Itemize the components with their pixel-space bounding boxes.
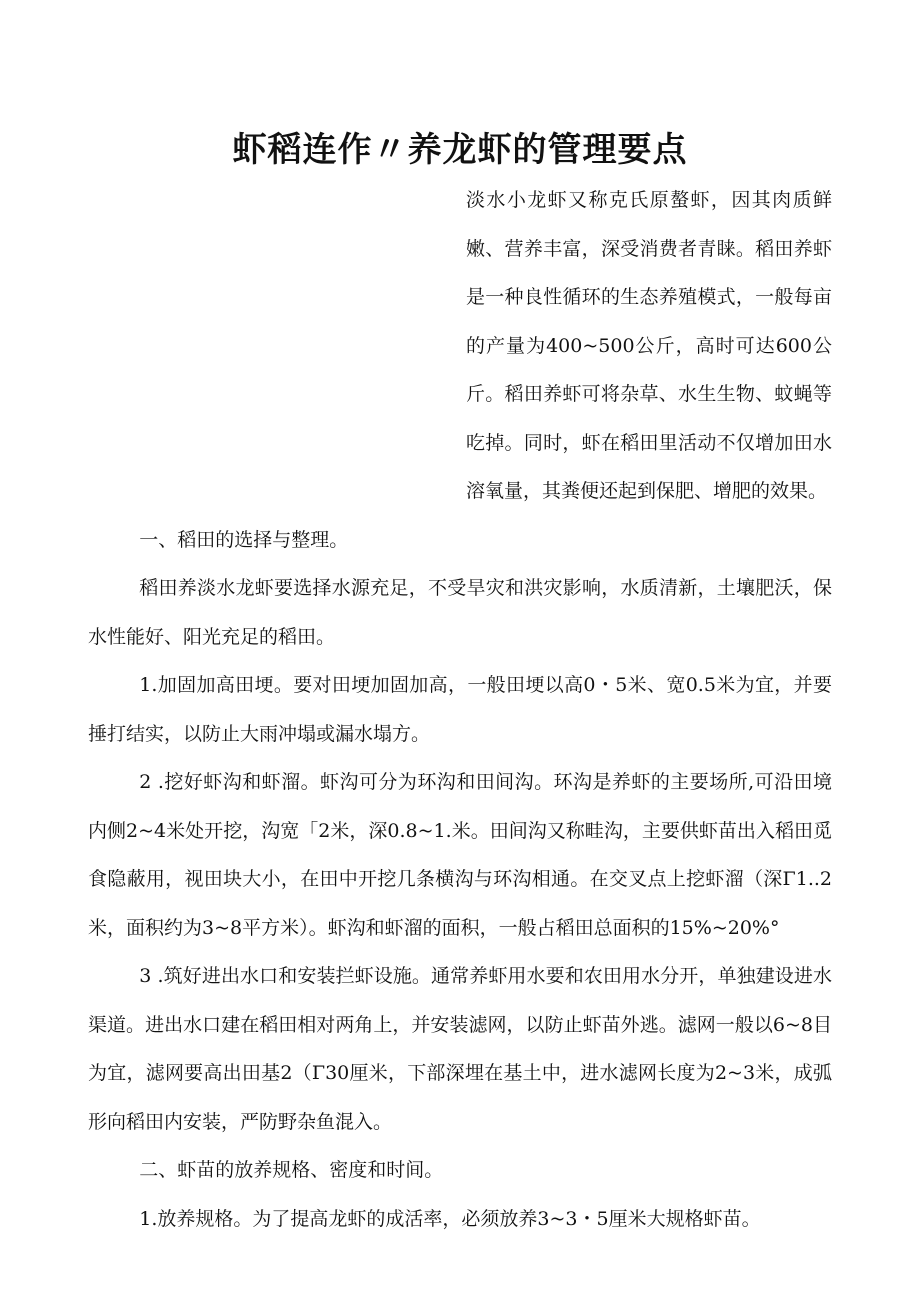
section-heading-1: 一、稻田的选择与整理。 bbox=[139, 528, 349, 551]
document-title: 虾稻连作〃养龙虾的管理要点 bbox=[232, 130, 688, 170]
paragraph-intro: 淡水小龙虾又称克氏原螯虾，因其肉质鲜嫩、营养丰富，深受消费者青睐。稻田养虾是一种良性循环的生态养殖模式，一般每亩的产量为400~500公斤，高时可达600公斤。稻田养虾可将杂草、水生生物、蚊蝇等吃掉。同时，虾在稻田里活动不仅增加田水溶氧量，其粪便还起到保肥、增肥的效果。 bbox=[466, 189, 832, 502]
paragraph-stocking-size: 1.放养规格。为了提高龙虾的成活率，必须放养3~3・5厘米大规格虾苗。 bbox=[139, 1207, 761, 1230]
paragraph-item-2: 2 .挖好虾沟和虾溜。虾沟可分为环沟和田间沟。环沟是养虾的主要场所,可沿田境内侧2~4米处开挖，沟宽「2米，深0.8~1.米。田间沟又称畦沟，主要供虾苗出入稻田觅食隐蔽用，视田块大小，在田中开挖几条横沟与环沟相通。在交叉点上挖虾溜（深Γ1..2米，面积约为3~8平方米）。虾沟和虾溜的面积，一般占稻田总面积的15%~20%° bbox=[88, 771, 832, 939]
paragraph-item-1: 1.加固加高田埂。要对田埂加固加高，一般田埂以高0・5米、宽0.5米为宜，并要捶打结实，以防止大雨冲塌或漏水塌方。 bbox=[88, 674, 832, 745]
paragraph-field-selection: 稻田养淡水龙虾要选择水源充足，不受旱灾和洪灾影响，水质清新，土壤肥沃，保水性能好、阳光充足的稻田。 bbox=[88, 577, 832, 648]
paragraph-item-3: 3 .筑好进出水口和安装拦虾设施。通常养虾用水要和农田用水分开，单独建设进水渠道。进出水口建在稻田相对两角上，并安装滤网，以防止虾苗外逃。滤网一般以6~8目为宜，滤网要高出田基2（Γ30厘米，下部深埋在基土中，进水滤网长度为2~3米，成弧形向稻田内安装，严防野杂鱼混入。 bbox=[88, 965, 832, 1133]
document-body bbox=[88, 176, 832, 1243]
section-heading-2: 二、虾苗的放养规格、密度和时间。 bbox=[139, 1159, 444, 1181]
